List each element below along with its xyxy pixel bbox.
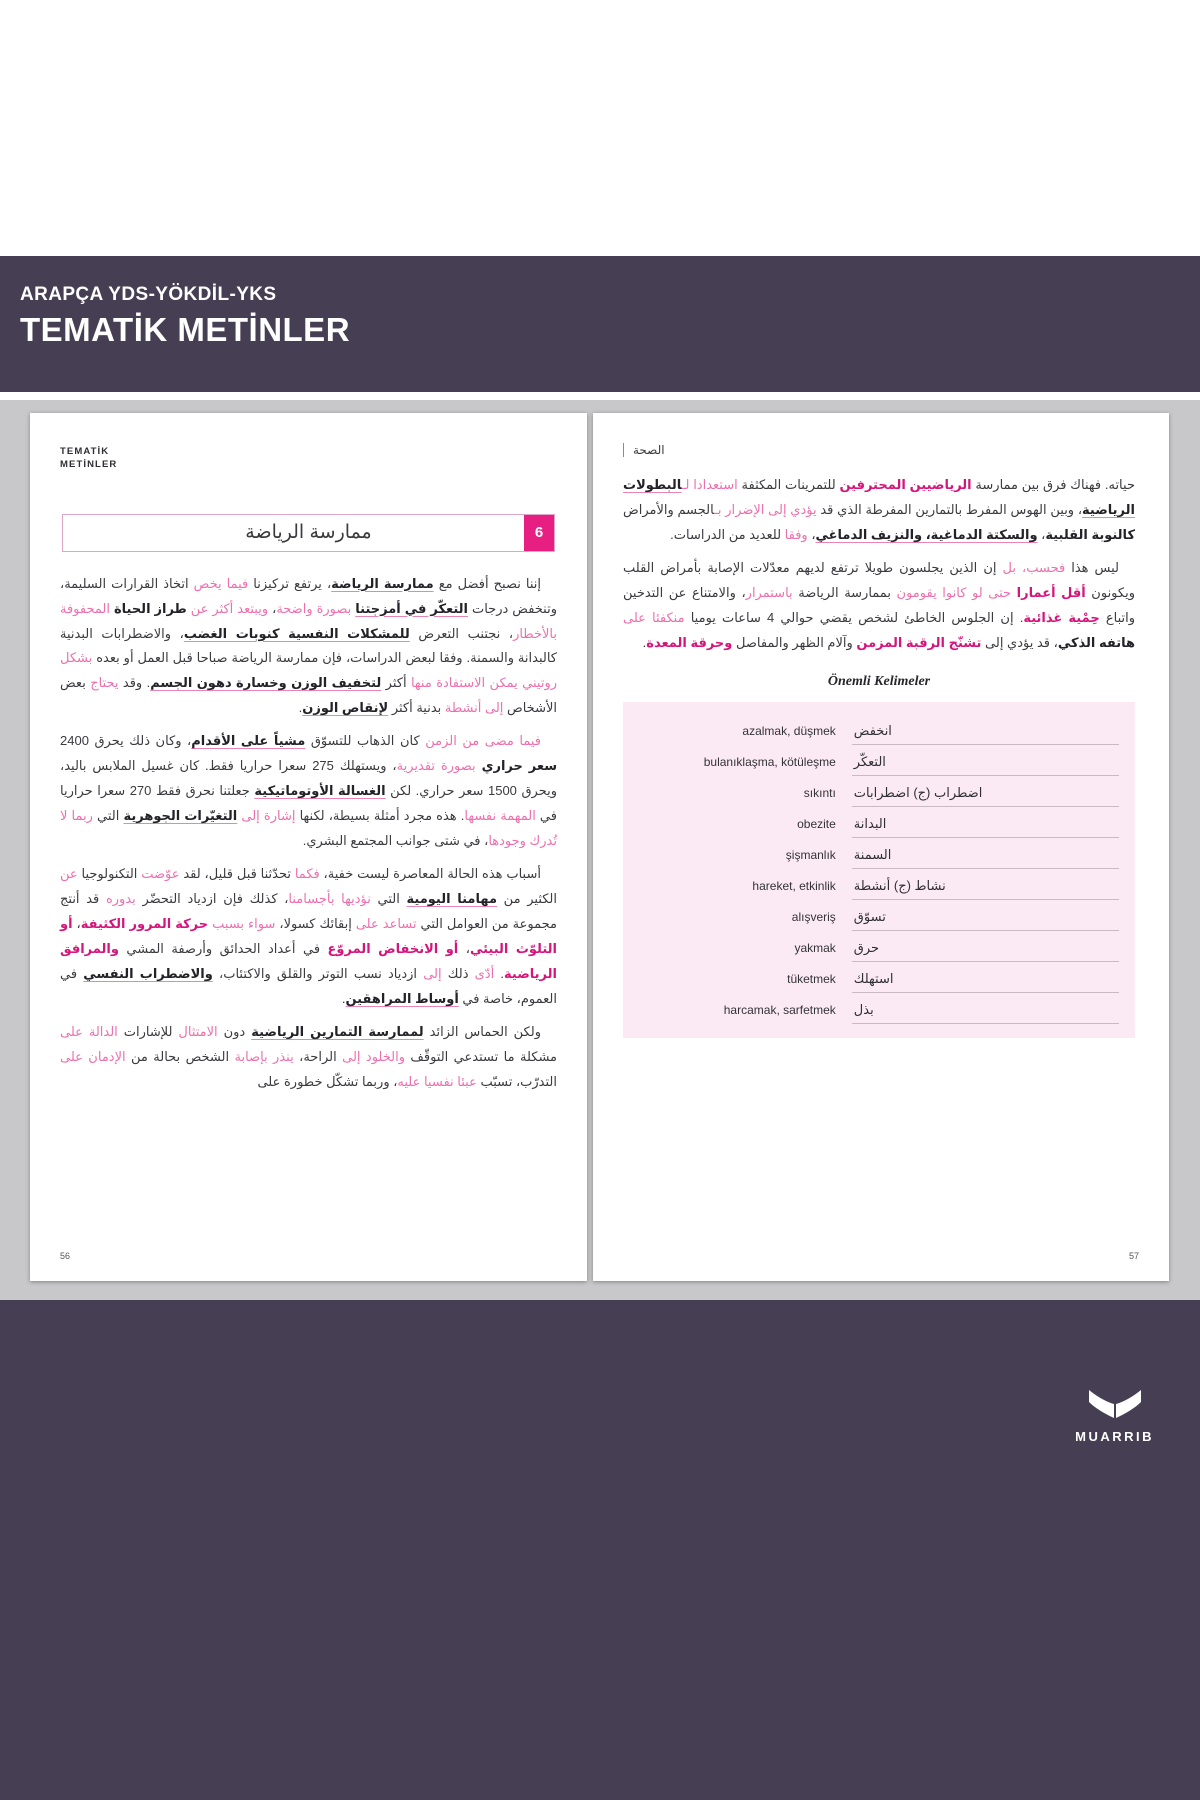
text-segment: سعر حراري — [481, 758, 558, 774]
vocab-row — [639, 714, 1119, 745]
text-segment: . — [642, 634, 647, 650]
vocab-arabic: التعكّر — [852, 754, 1119, 776]
vocab-arabic: البدانة — [852, 816, 1119, 838]
lesson-title: ممارسة الرياضة — [245, 522, 372, 544]
vocab-arabic: السمنة — [852, 847, 1119, 869]
vocab-turkish: şişmanlık — [785, 847, 836, 862]
text-segment: التي — [92, 808, 124, 824]
text-segment: عبئا نفسيا عليه — [397, 1073, 477, 1089]
text-segment: ، — [1037, 526, 1046, 542]
text-segment: بصورة واضحة — [276, 600, 356, 616]
text-segment: التكنولوجيا — [77, 866, 142, 882]
arabic-paragraph — [623, 473, 1135, 548]
text-segment: الامتثال — [178, 1023, 218, 1039]
text-segment: إبقائك كسولا، — [275, 915, 356, 931]
text-segment: ربما لا تُدرك وجودها — [60, 808, 557, 849]
vocab-turkish: alışveriş — [791, 909, 836, 924]
vocab-turkish: sıkıntı — [803, 785, 836, 800]
vocab-row — [639, 838, 1119, 869]
text-segment: إن الذين يجلسون طويلا ترتفع لديهم معدّلات الإصابة بأمراض القلب ويكونون — [623, 559, 1135, 600]
vocab-turkish: bulanıklaşma, kötüleşme — [703, 754, 836, 769]
page-number-right: 57 — [1128, 1251, 1139, 1261]
text-segment: ممارسة الرياضة — [331, 575, 434, 591]
arabic-paragraph — [623, 556, 1135, 656]
text-segment: ، والاضطرابات البدنية كالبدانة والسمنة. وفقا لبعض الدراسات، فإن ممارسة الرياضة صباحا قبل العمل أو بعده — [60, 625, 557, 666]
text-segment: أسباب هذه الحالة المعاصرة ليست خفية، — [319, 866, 541, 882]
text-segment: تحدّثنا قبل قليل، لقد — [179, 866, 295, 882]
text-segment: الإدمان على — [60, 1048, 126, 1064]
text-segment: الرياضيين المحترفين — [839, 477, 972, 492]
text-segment: إننا نصبح أفضل مع — [433, 575, 541, 591]
text-segment: كان الذهاب للتسوّق — [305, 733, 426, 749]
text-segment: ، وبين الهوس المفرط بالتمارين المفرطة الذي قد — [816, 501, 1083, 517]
text-segment: تشنّج الرقبة المزمن — [856, 634, 982, 650]
text-segment: لممارسة التمارين الرياضية — [251, 1023, 424, 1039]
text-segment: إلى أنشطة — [444, 700, 504, 716]
text-segment: البطولات الرياضية — [623, 477, 1135, 517]
text-segment: فكما — [294, 866, 320, 882]
text-segment: الدالة على — [60, 1023, 118, 1039]
text-segment: الكثير من — [497, 891, 557, 907]
text-segment: . وقد — [118, 675, 151, 691]
vocab-row — [639, 931, 1119, 962]
text-segment: مشكلة ما تستدعي التوقّف — [404, 1048, 557, 1064]
text-segment: مشياً على الأقدام — [191, 733, 306, 749]
right-page-body — [623, 473, 1135, 656]
text-segment: ، والامتناع عن التدخين واتباع — [623, 584, 1135, 625]
text-segment: المحفوفة بالأخطار — [60, 600, 557, 641]
text-segment: للمشكلات النفسية كنوبات الغضب — [183, 625, 410, 641]
series-title: ARAPÇA YDS-YÖKDİL-YKS — [20, 284, 277, 305]
text-segment: للإشارات — [117, 1023, 179, 1039]
text-segment: لتخفيف الوزن وخسارة دهون الجسم — [150, 675, 382, 691]
text-segment: ، قد يؤدي إلى — [981, 634, 1058, 650]
text-segment: فحسب، بل — [1002, 559, 1066, 575]
text-segment: وآلام الظهر والمفاصل — [732, 634, 857, 650]
vocab-turkish: tüketmek — [787, 971, 836, 986]
vocab-row — [639, 776, 1119, 807]
text-segment: والخلود إلى — [342, 1048, 405, 1064]
vocab-row — [639, 962, 1119, 993]
running-head-line1: TEMATİK — [60, 446, 110, 457]
text-segment: أكثر — [381, 675, 411, 691]
text-segment: الجسم والأمراض — [623, 501, 715, 517]
text-segment: ، وكان ذلك يحرق 2400 — [60, 733, 192, 749]
text-segment: وفقا — [784, 526, 808, 542]
text-segment: إشارة إلى — [237, 808, 296, 824]
text-segment: ، ويستهلك 275 سعرا حراريا فقط. كان غسيل الملابس باليد، ويحرق 1500 سعر حراري. لكن — [60, 758, 557, 799]
text-segment: يؤدي إلى الإضرار بـ — [714, 501, 817, 517]
text-segment: حركة المرور الكثيفة — [80, 915, 209, 931]
running-head-left — [60, 445, 557, 472]
text-segment: تساعد على — [355, 915, 417, 931]
text-segment: الراحة، — [293, 1048, 343, 1064]
arabic-paragraph — [60, 862, 557, 1012]
text-segment: استعدادا لـ — [681, 477, 738, 492]
text-segment: . — [298, 700, 303, 716]
running-head-right — [623, 443, 1135, 457]
text-segment: . — [341, 990, 346, 1006]
vocab-row — [639, 869, 1119, 900]
text-segment: أوساط المراهقين — [345, 990, 459, 1006]
text-segment: للعديد من الدراسات. — [670, 526, 785, 542]
text-segment: مهامنا اليومية — [406, 891, 497, 907]
vocab-turkish: hareket, etkinlik — [752, 878, 836, 893]
text-segment: نؤديها بأجسامنا — [288, 891, 371, 907]
text-segment: ذلك — [441, 965, 475, 981]
text-segment: والسكتة الدماغية، والنزيف الدماغي — [815, 526, 1038, 542]
text-segment: ، في شتى جوانب المجتمع البشري. — [302, 833, 489, 849]
text-segment: بعض الأشخاص — [60, 675, 557, 716]
text-segment: عوّضت — [141, 866, 180, 882]
text-segment: التي — [370, 891, 407, 907]
text-segment: في العموم، خاصة في — [60, 965, 557, 1006]
text-segment: ، — [268, 600, 277, 616]
book-title: TEMATİK METİNLER — [20, 311, 351, 348]
arabic-paragraph — [60, 729, 557, 854]
running-head-word: الصحة — [623, 443, 665, 457]
text-segment: اتخاذ القرارات السليمة، وتنخفض درجات — [60, 575, 557, 616]
text-segment: منكفئا على — [623, 609, 685, 625]
text-segment: ، كذلك فإن ازدياد التحضّر — [135, 891, 289, 907]
muarrib-icon — [1087, 1388, 1143, 1422]
text-segment: طراز الحياة — [113, 600, 187, 616]
vocab-turkish: yakmak — [794, 940, 836, 955]
vocab-arabic: اضطراب (ج) اضطرابات — [852, 785, 1119, 807]
vocab-arabic: نشاط (ج) أنشطة — [852, 878, 1119, 900]
vocab-turkish: obezite — [797, 816, 836, 831]
text-segment: التدرّب، تسبّب — [476, 1073, 557, 1089]
text-segment: قد أنتج مجموعة من العوامل التي — [60, 891, 557, 931]
vocab-arabic: حرق — [852, 940, 1119, 962]
lesson-number-badge: 6 — [524, 515, 554, 551]
vocab-row — [639, 993, 1119, 1024]
text-segment: بصورة تقديرية — [396, 758, 482, 774]
text-segment: ، وربما تشكّل خطورة على — [257, 1073, 398, 1089]
vocab-table — [623, 702, 1135, 1038]
text-segment: فيما يخص — [193, 575, 249, 591]
text-segment: ينذر بإصابة — [234, 1048, 294, 1064]
text-segment: ، — [807, 526, 816, 542]
cover-footer — [0, 1300, 1200, 1800]
text-segment: أو التلوّث البيئي — [60, 915, 558, 956]
text-segment: كالنوبة القلبية — [1045, 526, 1135, 542]
text-segment: في أعداد الحدائق وأرصفة المشي — [118, 940, 328, 956]
text-segment: ولكن الحماس الزائد — [423, 1023, 541, 1039]
running-head-line2: METİNLER — [60, 459, 118, 471]
text-segment: ويبتعد أكثر عن — [186, 600, 269, 616]
vocab-arabic: استهلك — [852, 971, 1119, 993]
left-page — [30, 413, 587, 1281]
vocab-row — [639, 745, 1119, 776]
text-segment: ، نجتنب التعرض — [409, 625, 514, 641]
text-segment: جعلتنا نحرق فقط 270 سعرا حراريا في — [60, 783, 557, 824]
lesson-title-box — [62, 514, 555, 552]
vocab-arabic: بذل — [852, 1002, 1119, 1024]
text-segment: وحرقة المعدة — [646, 634, 733, 650]
text-segment: فيما مضى من الزمن — [425, 733, 542, 749]
arabic-paragraph — [60, 572, 557, 722]
right-page — [593, 413, 1169, 1281]
vocab-row — [639, 807, 1119, 838]
text-segment: التعكّر في أمزجتنا — [355, 600, 468, 616]
text-segment: حتى لو كانوا يقومون — [896, 584, 1017, 600]
text-segment: بدنية أكثر — [388, 700, 445, 716]
text-segment: ليس هذا — [1065, 559, 1119, 575]
left-page-body — [60, 572, 557, 1095]
text-segment: لإنقاص الوزن — [302, 700, 389, 716]
text-segment: الغسالة الأوتوماتيكية — [254, 783, 386, 799]
text-segment: أو الانخفاض المروّع — [327, 940, 459, 956]
text-segment: للتمرينات المكثفة — [737, 477, 840, 492]
arabic-paragraph — [60, 1020, 557, 1095]
text-segment: . هذه مجرد أمثلة بسيطة، لكنها — [295, 808, 465, 824]
text-segment: بممارسة الرياضة — [792, 584, 897, 600]
text-segment: عن — [60, 866, 78, 882]
text-segment: إلى — [423, 965, 442, 981]
text-segment: أقل أعمارا — [1016, 584, 1086, 600]
text-segment: بدوره — [105, 891, 136, 907]
text-segment: . إن الجلوس الخاطئ لشخص يقضي حوالي 4 ساعات يوميا — [684, 609, 1024, 625]
book-spread-area — [0, 400, 1200, 1300]
text-segment: والاضطراب النفسي — [83, 965, 213, 981]
text-segment: ، — [458, 940, 470, 956]
text-segment: باستمرار — [745, 584, 793, 600]
vocab-arabic: تسوّق — [852, 909, 1119, 931]
vocab-turkish: azalmak, düşmek — [742, 723, 836, 738]
vocab-arabic: انخفض — [852, 723, 1119, 745]
text-segment: . — [494, 965, 505, 981]
text-segment: ازدياد نسب التوتر والقلق والاكتئاب، — [212, 965, 424, 981]
brand-logo — [1075, 1388, 1154, 1444]
vocab-row — [639, 900, 1119, 931]
text-segment: حِمْية غذائية — [1023, 609, 1100, 625]
text-segment: هاتفه الذكي — [1057, 634, 1135, 650]
page-number-left: 56 — [60, 1251, 71, 1261]
text-segment: حياته. فهناك فرق بين ممارسة — [971, 477, 1135, 492]
text-segment: سواء بسبب — [208, 915, 276, 931]
cover-header — [0, 256, 1200, 392]
vocab-title: Önemli Kelimeler — [827, 673, 931, 689]
text-segment: بشكل روتيني يمكن الاستفادة منها — [60, 650, 558, 691]
text-segment: دون — [217, 1023, 252, 1039]
text-segment: والمرافق الرياضية — [60, 940, 557, 981]
text-segment: الشخص بحالة من — [125, 1048, 235, 1064]
brand-name: MUARRIB — [1075, 1429, 1154, 1444]
text-segment: المهمة نفسها — [464, 808, 536, 824]
text-segment: أدّى — [474, 965, 495, 981]
text-segment: يحتاج — [90, 675, 119, 691]
text-segment: التغيّرات الجوهرية — [123, 808, 238, 824]
vocab-turkish: harcamak, sarfetmek — [723, 1002, 836, 1017]
text-segment: ، يرتفع تركيزنا — [248, 575, 332, 591]
text-segment: ، — [72, 915, 81, 931]
